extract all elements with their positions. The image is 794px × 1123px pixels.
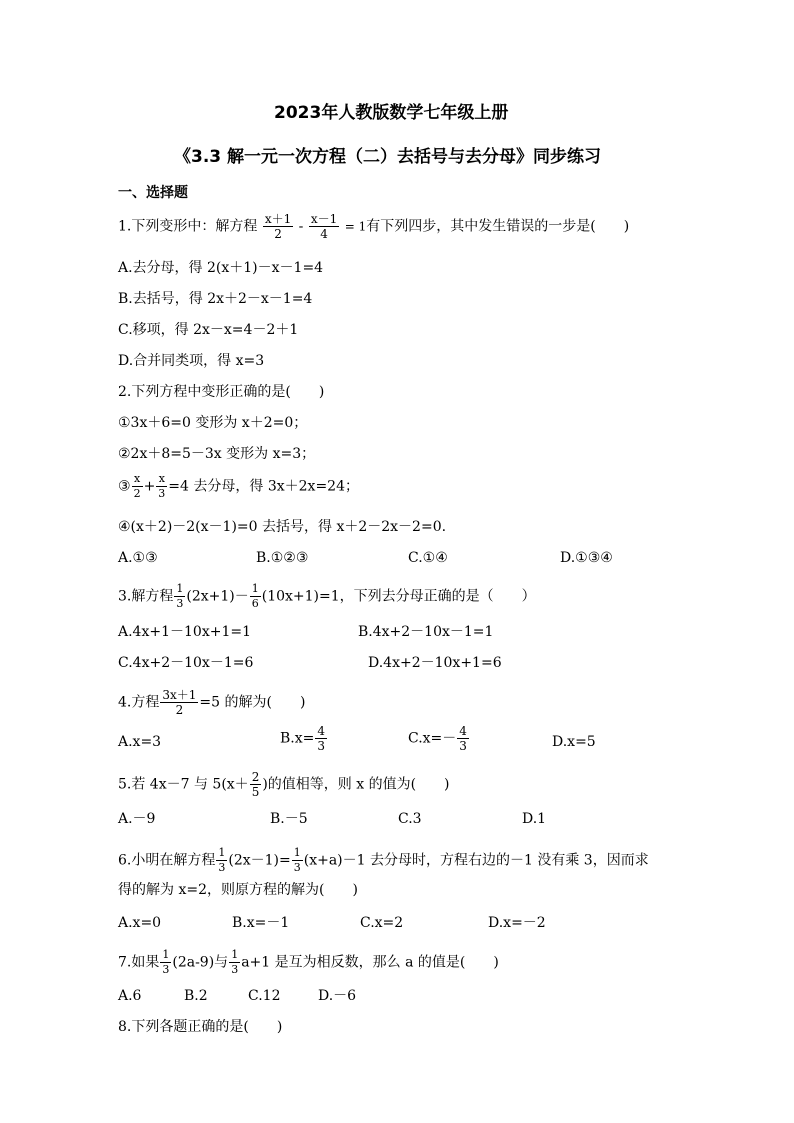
q4-fraction: $\frac{3x+1}{2}$ <box>162 688 197 717</box>
q3-option-c: C.4x+2－10x－1=6 <box>118 655 254 671</box>
q2-option-d: D.①③④ <box>560 550 613 566</box>
q7-option-c: C.12 <box>248 988 281 1004</box>
question-2-stem: 2.下列方程中变形正确的是( ) <box>118 384 325 400</box>
q1-minus: - <box>298 218 304 235</box>
q6-option-d: D.x=－2 <box>488 915 546 931</box>
question-6-stem: 6.小明在解方程 $\frac{1}{3}$ (2x－1)= $\frac{1}{3}$ (x+a)－1 去分母时，方程右边的－1 没有乘 3，因而求 <box>118 846 649 874</box>
q3-fraction-b: $\frac{1}{6}$ <box>251 582 259 610</box>
q4-option-a: A.x=3 <box>118 734 162 750</box>
q1-option-b: B.去括号，得 2x＋2－x－1=4 <box>118 291 313 307</box>
q7-option-a: A.6 <box>118 988 142 1004</box>
q6-option-c: C.x=2 <box>360 915 404 931</box>
q2-item-4: ④(x＋2)－2(x－1)=0 去括号，得 x＋2－2x－2=0. <box>118 519 447 535</box>
q1-fraction-1: $\frac{x+1}{2}$ <box>264 212 292 241</box>
q1-pre: 1.下列变形中：解方程 <box>118 218 258 235</box>
q6-fraction-b: $\frac{1}{3}$ <box>293 846 301 874</box>
question-5-stem: 5.若 4x－7 与 5(x＋ $\frac{2}{5}$ )的值相等，则 x 的值为( ) <box>118 770 450 799</box>
q6-stem-line-2: 得的解为 x=2，则原方程的解为( ) <box>118 882 358 898</box>
question-8-stem: 8.下列各题正确的是( ) <box>118 1019 283 1035</box>
q7-fraction-a: $\frac{1}{3}$ <box>162 948 170 976</box>
q4-option-c: C.x=－ $\frac{4}{3}$ <box>408 724 467 753</box>
question-1-stem <box>118 212 629 241</box>
q2-option-b: B.①②③ <box>256 550 309 566</box>
q5-option-d: D.1 <box>522 811 547 827</box>
q4-option-b: B.x= $\frac{4}{3}$ <box>280 724 326 753</box>
q1-fraction-2: $\frac{x-1}{4}$ <box>310 212 338 241</box>
q4-b-fraction: $\frac{4}{3}$ <box>317 724 326 753</box>
doc-subtitle: 《3.3 解一元一次方程（二）去括号与去分母》同步练习 <box>174 147 602 167</box>
q2-fraction-b: $\frac{x}{3}$ <box>158 472 166 500</box>
q7-option-b: B.2 <box>184 988 208 1004</box>
q2-item-2: ②2x＋8=5－3x 变形为 x=3； <box>118 446 316 462</box>
q1-option-a: A.去分母，得 2(x＋1)－x－1=4 <box>118 260 324 276</box>
q1-option-d: D.合并同类项，得 x=3 <box>118 353 265 369</box>
q6-option-a: A.x=0 <box>118 915 162 931</box>
question-7-stem: 7.如果 $\frac{1}{3}$ (2a-9)与 $\frac{1}{3}$ a+1 是互为相反数，那么 a 的值是( ) <box>118 948 499 976</box>
q7-fraction-b: $\frac{1}{3}$ <box>231 948 239 976</box>
q3-option-d: D.4x+2－10x+1=6 <box>368 655 502 671</box>
section-heading: 一、选择题 <box>118 185 188 201</box>
q3-fraction-a: $\frac{1}{3}$ <box>176 582 184 610</box>
question-3-stem: 3.解方程 $\frac{1}{3}$ (2x+1)－ $\frac{1}{6}$ (10x+1)=1，下列去分母正确的是（ ） <box>118 582 536 610</box>
q5-fraction: $\frac{2}{5}$ <box>251 770 260 799</box>
q6-option-b: B.x=－1 <box>232 915 290 931</box>
q2-item-1: ①3x＋6=0 变形为 x＋2=0； <box>118 415 308 431</box>
doc-title: 2023年人教版数学七年级上册 <box>274 103 509 123</box>
q1-post: 有下列四步，其中发生错误的一步是( ) <box>366 218 630 235</box>
q5-option-b: B.－5 <box>270 811 308 827</box>
q1-equals: = 1 <box>344 219 367 234</box>
q2-option-a: A.①③ <box>118 550 158 566</box>
q2-option-c: C.①④ <box>408 550 448 566</box>
question-4-stem: 4.方程 $\frac{3x+1}{2}$ =5 的解为( ) <box>118 688 306 717</box>
q4-option-d: D.x=5 <box>552 734 596 750</box>
q3-option-b: B.4x+2－10x－1=1 <box>358 624 494 640</box>
q7-option-d: D.－6 <box>318 988 357 1004</box>
q1-option-c: C.移项，得 2x－x=4－2＋1 <box>118 322 299 338</box>
q4-c-fraction: $\frac{4}{3}$ <box>459 724 467 753</box>
q2-fraction-a: $\frac{x}{2}$ <box>133 472 141 500</box>
q6-fraction-a: $\frac{1}{3}$ <box>218 846 226 874</box>
q5-option-c: C.3 <box>398 811 422 827</box>
q2-item-3: ③ $\frac{x}{2}$ + $\frac{x}{3}$ =4 去分母，得 3x＋2x=24； <box>118 472 359 500</box>
q5-option-a: A.－9 <box>118 811 156 827</box>
q3-option-a: A.4x+1－10x+1=1 <box>118 624 251 640</box>
